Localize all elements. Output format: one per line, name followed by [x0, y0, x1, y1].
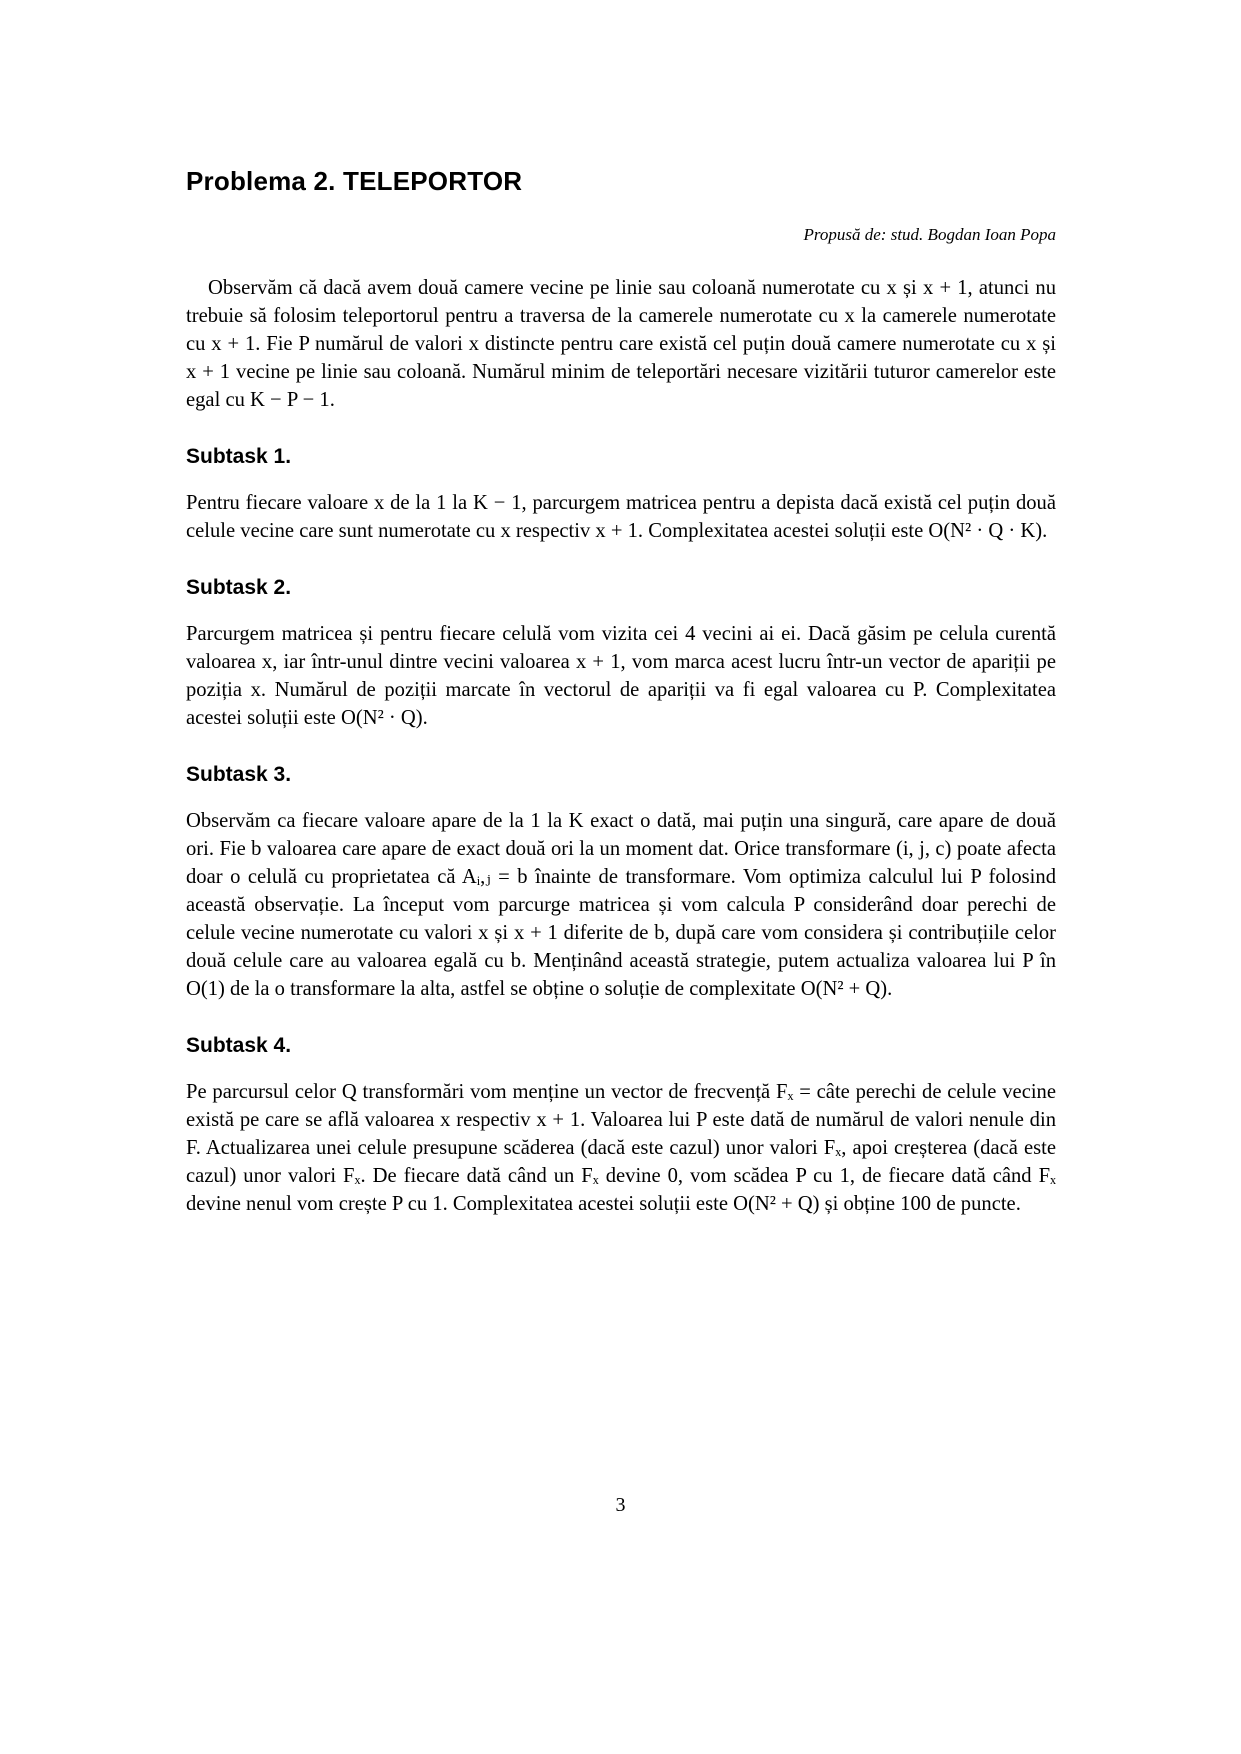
subtask-heading: Subtask 2. [186, 576, 292, 599]
subtask-heading: Subtask 3. [186, 763, 292, 786]
subtask-heading: Subtask 4. [186, 1034, 292, 1057]
subtask-text: Parcurgem matricea și pentru fiecare celulă vom vizita cei 4 vecini ai ei. Dacă găsim pe celula curentă valoarea x, iar într-unul dintre vecini valoarea x + 1, vom marca acest lucru într-un vector de apariții pe poziția x. Numărul de poziții marcate în vectorul de apariții va fi egal valoarea cu P. Complexitatea acestei soluții este O(N² · Q). [186, 623, 1056, 729]
subtask-1 [186, 444, 1056, 545]
problem-title: Problema 2. TELEPORTOR [186, 166, 523, 196]
subtask-text: Pentru fiecare valoare x de la 1 la K − 1, parcurgem matricea pentru a depista dacă există cel puțin două celule vecine care sunt numerotate cu x respectiv x + 1. Complexitatea acestei soluții este O(N² · Q · K). [186, 492, 1056, 542]
page-number: 3 [615, 1494, 626, 1516]
subtask-heading: Subtask 1. [186, 445, 292, 468]
subtask-4 [186, 1033, 1056, 1218]
author-line: Propusă de: stud. Bogdan Ioan Popa [803, 225, 1056, 244]
document-page [186, 166, 1056, 1218]
subtask-text: Observăm ca fiecare valoare apare de la 1 la K exact o dată, mai puțin una singură, care apare de două ori. Fie b valoarea care apare de exact două ori la un moment dat. Orice transformare (i, j, c) poate afecta doar o celulă cu proprietatea că Aᵢ,ⱼ = b înainte de transformare. Vom optimiza calculul lui P folosind această observație. La început vom parcurge matricea și vom calcula P considerând doar perechi de celule vecine numerotate cu valori x și x + 1 diferite de b, după care vom considera și contribuțiile celor două celule care au valoarea egală cu b. Menținând această strategie, putem actualiza valoarea lui P în O(1) de la o transformare la alta, astfel se obține o soluție de complexitate O(N² + Q). [186, 810, 1056, 1000]
subtask-3 [186, 762, 1056, 1003]
subtask-text: Pe parcursul celor Q transformări vom menține un vector de frecvență Fₓ = câte perechi de celule vecine există pe care se află valoarea x respectiv x + 1. Valoarea lui P este dată de numărul de valori nenule din F. Actualizarea unei celule presupune scăderea (dacă este cazul) unor valori Fₓ, apoi creșterea (dacă este cazul) unor valori Fₓ. De fiecare dată când un Fₓ devine 0, vom scădea P cu 1, de fiecare dată când Fₓ devine nenul vom crește P cu 1. Complexitatea acestei soluții este O(N² + Q) și obține 100 de puncte. [186, 1081, 1056, 1215]
subtask-2 [186, 575, 1056, 732]
intro-paragraph: Observăm că dacă avem două camere vecine pe linie sau coloană numerotate cu x și x + 1, atunci nu trebuie să folosim teleportorul pentru a traversa de la camerele numerotate cu x la camerele numerotate cu x + 1. Fie P numărul de valori x distincte pentru care există cel puțin două camere numerotate cu x și x + 1 vecine pe linie sau coloană. Numărul minim de teleportări necesare vizitării tuturor camerelor este egal cu K − P − 1. [186, 277, 1056, 411]
